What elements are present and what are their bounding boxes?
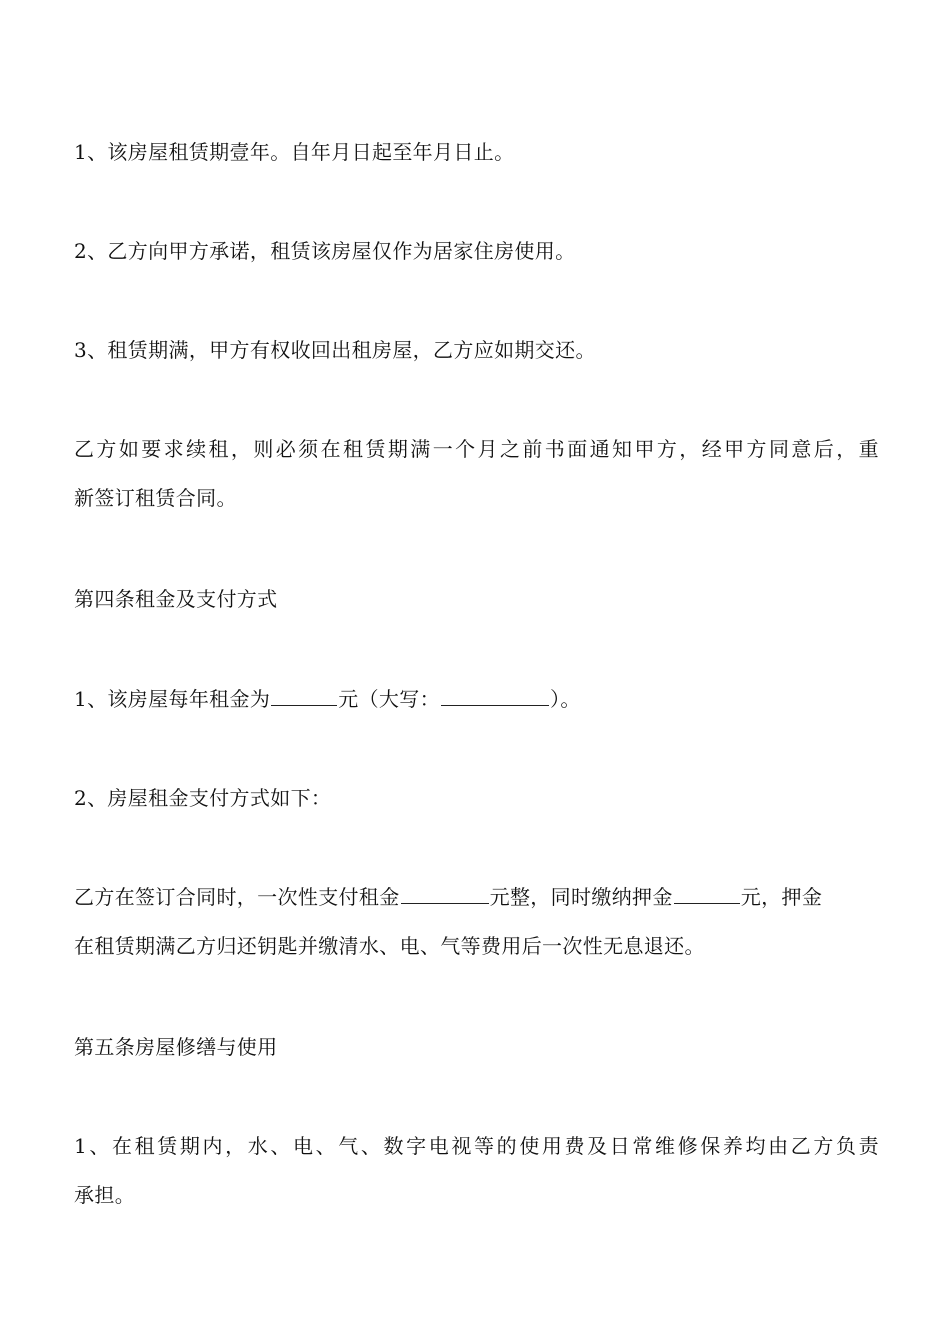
section-heading-repair (74, 1023, 879, 1072)
clause-text-part: 1、该房屋每年租金为 (74, 687, 271, 711)
clause-text-line-1: 1、在租赁期内，水、电、气、数字电视等的使用费及日常维修保养均由乙方负责 (74, 1134, 879, 1158)
rent-payment-blank[interactable] (401, 883, 489, 904)
rent-amount-uppercase-blank[interactable] (441, 685, 549, 706)
clause-text-part: 元（大写： (338, 687, 440, 711)
clause-lease-term (74, 128, 879, 177)
deposit-amount-blank[interactable] (674, 883, 740, 904)
clause-text-part: 元整，同时缴纳押金 (489, 885, 673, 909)
clause-text-line-2: 在租赁期满乙方归还钥匙并缴清水、电、气等费用后一次性无息退还。 (74, 934, 705, 958)
clause-utility-costs (74, 1122, 879, 1220)
clause-text-part: 元，押金 (740, 885, 823, 909)
clause-renewal (74, 425, 879, 523)
clause-text-line-2: 新签订租赁合同。 (74, 486, 237, 510)
section-heading-rent (74, 575, 879, 624)
clause-text-line-2: 承担。 (74, 1183, 136, 1207)
clause-text-line-1: 乙方如要求续租，则必须在租赁期满一个月之前书面通知甲方，经甲方同意后，重 (74, 437, 879, 461)
rent-amount-blank[interactable] (271, 685, 337, 706)
clause-payment-detail (74, 873, 879, 971)
clause-text-part: ）。 (549, 687, 581, 711)
clause-residential-use (74, 227, 879, 276)
clause-annual-rent (74, 675, 879, 724)
clause-text-line-1 (74, 873, 879, 922)
clause-text: 1、该房屋租赁期壹年。自年月日起至年月日止。 (74, 140, 515, 164)
section-heading-text: 第四条租金及支付方式 (74, 587, 278, 611)
clause-return-property (74, 326, 879, 375)
clause-text-part: 乙方在签订合同时，一次性支付租金 (74, 885, 400, 909)
clause-payment-method (74, 774, 879, 823)
section-heading-text: 第五条房屋修缮与使用 (74, 1035, 278, 1059)
clause-text: 2、乙方向甲方承诺，租赁该房屋仅作为居家住房使用。 (74, 239, 576, 263)
clause-text: 3、租赁期满，甲方有权收回出租房屋，乙方应如期交还。 (74, 338, 596, 362)
clause-text: 2、房屋租金支付方式如下： (74, 786, 332, 810)
